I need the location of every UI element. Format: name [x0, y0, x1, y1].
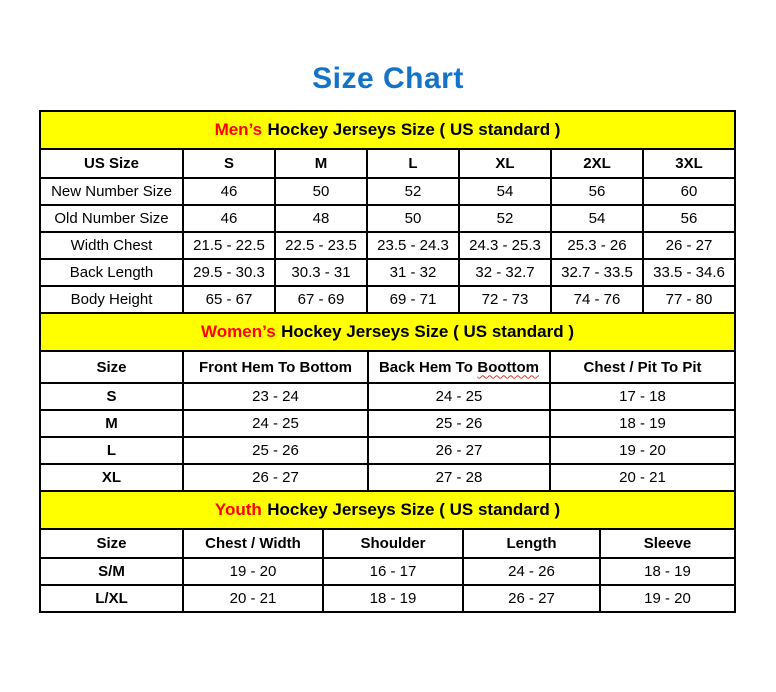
table-row: [40, 286, 735, 313]
table-row: [40, 178, 735, 205]
table-row: [40, 558, 735, 585]
youth-band-text: Hockey Jerseys Size ( US standard ): [267, 500, 561, 519]
data-cell: 17 - 18: [550, 383, 735, 410]
header-cell: 3XL: [643, 149, 735, 178]
table-row: [40, 232, 735, 259]
data-cell: 31 - 32: [367, 259, 459, 286]
data-cell: 54: [459, 178, 551, 205]
row-label-cell: Back Length: [40, 259, 183, 286]
header-cell: 2XL: [551, 149, 643, 178]
data-cell: 56: [551, 178, 643, 205]
womens-band-prefix: Women’s: [201, 322, 276, 341]
header-cell: Size: [40, 351, 183, 383]
data-cell: 26 - 27: [368, 437, 550, 464]
header-text: Back Hem To: [378, 358, 473, 376]
table-row: [40, 383, 735, 410]
data-cell: 26 - 27: [463, 585, 600, 612]
data-cell: 19 - 20: [600, 585, 735, 612]
womens-band-cell: [40, 313, 735, 351]
data-cell: 50: [367, 205, 459, 232]
data-cell: 67 - 69: [275, 286, 367, 313]
header-cell: M: [275, 149, 367, 178]
row-label-cell: Body Height: [40, 286, 183, 313]
header-cell: Sleeve: [600, 529, 735, 558]
row-label-cell: S: [40, 383, 183, 410]
header-cell: Chest / Pit To Pit: [550, 351, 735, 383]
table-row: [40, 437, 735, 464]
youth-size-table: [39, 490, 736, 613]
row-label-cell: Old Number Size: [40, 205, 183, 232]
data-cell: 19 - 20: [550, 437, 735, 464]
mens-band-text: Hockey Jerseys Size ( US standard ): [267, 120, 561, 139]
header-cell: Chest / Width: [183, 529, 323, 558]
data-cell: 65 - 67: [183, 286, 275, 313]
table-row: [40, 205, 735, 232]
data-cell: 77 - 80: [643, 286, 735, 313]
data-cell: 46: [183, 178, 275, 205]
mens-band-cell: [40, 111, 735, 149]
row-label-cell: New Number Size: [40, 178, 183, 205]
data-cell: 54: [551, 205, 643, 232]
mens-header-row: [40, 149, 735, 178]
row-label-cell: L: [40, 437, 183, 464]
youth-band-cell: [40, 491, 735, 529]
table-row: [40, 410, 735, 437]
data-cell: 48: [275, 205, 367, 232]
data-cell: 50: [275, 178, 367, 205]
youth-section-band: [40, 491, 735, 529]
row-label-cell: S/M: [40, 558, 183, 585]
data-cell: 69 - 71: [367, 286, 459, 313]
data-cell: 26 - 27: [183, 464, 368, 491]
data-cell: 56: [643, 205, 735, 232]
header-cell: XL: [459, 149, 551, 178]
data-cell: 72 - 73: [459, 286, 551, 313]
data-cell: 20 - 21: [550, 464, 735, 491]
data-cell: 24 - 25: [368, 383, 550, 410]
size-chart-tables: [39, 110, 734, 613]
youth-band-prefix: Youth: [214, 500, 262, 519]
mens-size-table: [39, 110, 736, 314]
data-cell: 52: [459, 205, 551, 232]
table-row: [40, 585, 735, 612]
data-cell: 24 - 25: [183, 410, 368, 437]
header-cell: L: [367, 149, 459, 178]
data-cell: 26 - 27: [643, 232, 735, 259]
data-cell: 18 - 19: [600, 558, 735, 585]
page-title: Size Chart: [312, 62, 464, 95]
misspelled-word: Boottom: [477, 358, 540, 376]
womens-section-band: [40, 313, 735, 351]
data-cell: 74 - 76: [551, 286, 643, 313]
data-cell: 52: [367, 178, 459, 205]
header-cell: Size: [40, 529, 183, 558]
mens-section-band: [40, 111, 735, 149]
row-label-cell: XL: [40, 464, 183, 491]
header-cell-misspelled: [368, 351, 550, 383]
data-cell: 22.5 - 23.5: [275, 232, 367, 259]
data-cell: 32.7 - 33.5: [551, 259, 643, 286]
row-label-cell: L/XL: [40, 585, 183, 612]
data-cell: 25 - 26: [183, 437, 368, 464]
data-cell: 18 - 19: [550, 410, 735, 437]
data-cell: 24.3 - 25.3: [459, 232, 551, 259]
data-cell: 16 - 17: [323, 558, 463, 585]
data-cell: 21.5 - 22.5: [183, 232, 275, 259]
data-cell: 60: [643, 178, 735, 205]
data-cell: 20 - 21: [183, 585, 323, 612]
row-label-cell: Width Chest: [40, 232, 183, 259]
data-cell: 25.3 - 26: [551, 232, 643, 259]
data-cell: 24 - 26: [463, 558, 600, 585]
header-cell: Shoulder: [323, 529, 463, 558]
data-cell: 27 - 28: [368, 464, 550, 491]
womens-band-text: Hockey Jerseys Size ( US standard ): [281, 322, 575, 341]
data-cell: 25 - 26: [368, 410, 550, 437]
data-cell: 18 - 19: [323, 585, 463, 612]
data-cell: 29.5 - 30.3: [183, 259, 275, 286]
header-cell: S: [183, 149, 275, 178]
data-cell: 32 - 32.7: [459, 259, 551, 286]
header-cell: Front Hem To Bottom: [183, 351, 368, 383]
header-cell: Length: [463, 529, 600, 558]
mens-band-prefix: Men’s: [214, 120, 263, 139]
data-cell: 33.5 - 34.6: [643, 259, 735, 286]
data-cell: 46: [183, 205, 275, 232]
youth-header-row: [40, 529, 735, 558]
data-cell: 19 - 20: [183, 558, 323, 585]
data-cell: 23 - 24: [183, 383, 368, 410]
data-cell: 23.5 - 24.3: [367, 232, 459, 259]
header-cell: US Size: [40, 149, 183, 178]
womens-size-table: [39, 312, 736, 492]
womens-header-row: [40, 351, 735, 383]
data-cell: 30.3 - 31: [275, 259, 367, 286]
row-label-cell: M: [40, 410, 183, 437]
table-row: [40, 464, 735, 491]
table-row: [40, 259, 735, 286]
